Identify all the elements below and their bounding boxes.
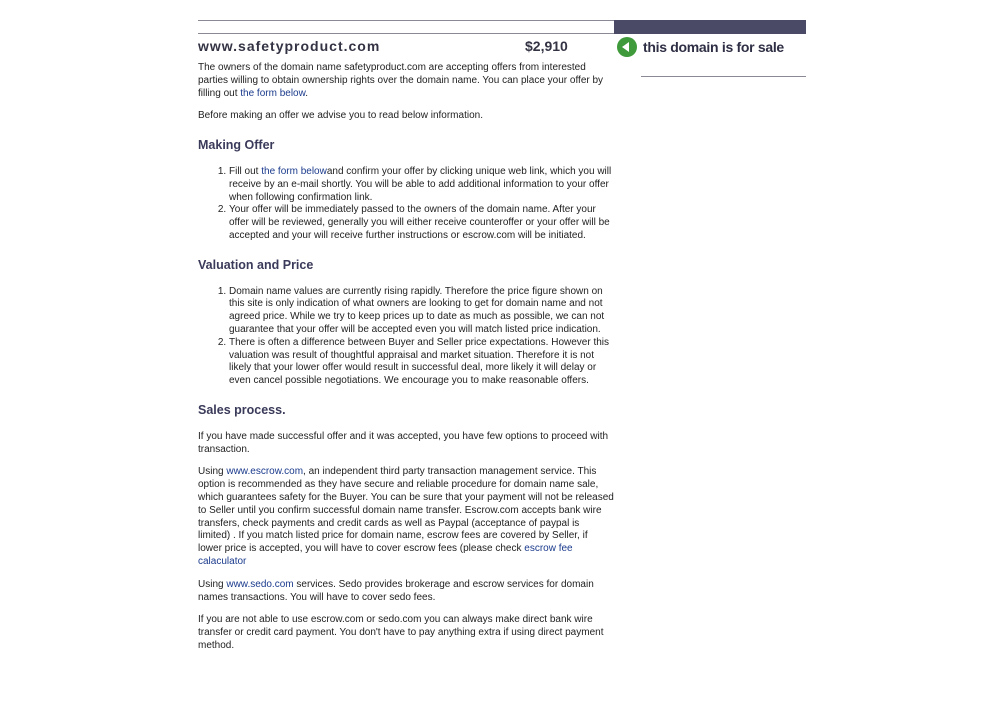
sales-paragraph-direct: If you are not able to use escrow.com or sedo.com you can always make direct bank wire transfer or credit card payment. You don't have to pay anything extra if using direct payment method. bbox=[198, 614, 604, 651]
para-text: services. Sedo provides brokerage and escrow services for domain names transactions. You will have to cover sedo fees. bbox=[198, 578, 594, 603]
section-title-valuation: Valuation and Price bbox=[198, 257, 314, 272]
escrow-link[interactable]: www.escrow.com bbox=[226, 466, 304, 478]
list-item bbox=[229, 166, 614, 204]
sales-paragraph-sedo bbox=[198, 579, 614, 605]
valuation-list bbox=[198, 286, 614, 388]
intro-text: The owners of the domain name safetyproduct.com are accepting offers from interested parties willing to obtain ownership rights over the domain name. You can place your offer by filling out bbox=[198, 62, 604, 99]
item-text: and confirm your offer by clicking unique web link, which you will receive by an e-mail shortly. You will be able to add additional information to your offer when following confirmation link. bbox=[229, 165, 612, 203]
sidebar-divider bbox=[641, 76, 806, 77]
para-text: Using bbox=[198, 466, 227, 478]
para-text: , an independent third party transaction management service. This option is recommended as they have secure and reliable procedure for domain name sale, which guarantees safety for the Buyer. You can be sure that your payment will not be released to Seller until you confirm successful domain name transfer. Escrow.com accepts bank wire transfers, check payments and credit cards as well as Paypal (acceptance of paypal is limited) . If you match listed price for domain name, escrow fees are covered by Seller, if lower price is accepted, you will have to cover escrow fees (please check bbox=[198, 466, 614, 555]
main-content bbox=[198, 62, 614, 653]
list-item: 2. There is often a difference between Buyer and Seller price expectations. However this valuation was result of thoughtful appraisal and market situation. Therefore it is not likely that your lower offer would result in successful deal, more likely it will delay or even cancel possible negotiations. We encourage you to make reasonable offers. bbox=[229, 337, 614, 388]
section-title-sales-process: Sales process. bbox=[198, 402, 286, 417]
list-item: 2. Your offer will be immediately passed to the owners of the domain name. After your offer will be reviewed, generally you will either receive counteroffer or your offer will be accepted and your will receive further instructions or escrow.com will be initiated. bbox=[229, 204, 614, 242]
domain-title: www.safetyproduct.com bbox=[198, 38, 381, 54]
for-sale-badge[interactable] bbox=[617, 36, 784, 58]
escrow-fee-calculator-link[interactable]: escrow fee calaculator bbox=[198, 543, 573, 567]
para-text: Using bbox=[198, 578, 227, 590]
price-label: $2,910 bbox=[525, 38, 568, 54]
banner-bar bbox=[614, 20, 806, 34]
header bbox=[198, 18, 808, 58]
form-link[interactable]: the form below bbox=[261, 165, 327, 177]
list-item: 1. Domain name values are currently rising rapidly. Therefore the price figure shown on this site is only indication of what owners are looking to get for domain name and not agreed price. While we try to keep prices up to date as much as possible, we can not guarantee that your offer will be accepted even you will match listed price indication. bbox=[229, 286, 614, 337]
sales-paragraph-1: If you have made successful offer and it was accepted, you have few options to proceed with transaction. bbox=[198, 430, 609, 455]
item-text: Fill out bbox=[229, 165, 262, 177]
sedo-link[interactable]: www.sedo.com bbox=[226, 578, 294, 590]
for-sale-text: this domain is for sale bbox=[643, 39, 784, 55]
header-divider bbox=[198, 33, 614, 34]
arrow-left-icon bbox=[617, 37, 637, 57]
section-title-making-offer: Making Offer bbox=[198, 138, 275, 153]
advice-paragraph: Before making an offer we advise you to read below information. bbox=[198, 110, 483, 122]
sales-paragraph-escrow bbox=[198, 466, 614, 568]
intro-text-end: . bbox=[305, 87, 309, 99]
making-offer-list bbox=[198, 166, 614, 243]
form-link[interactable]: the form below bbox=[240, 87, 306, 99]
top-divider bbox=[198, 20, 614, 21]
page bbox=[198, 18, 808, 663]
intro-paragraph bbox=[198, 62, 614, 100]
